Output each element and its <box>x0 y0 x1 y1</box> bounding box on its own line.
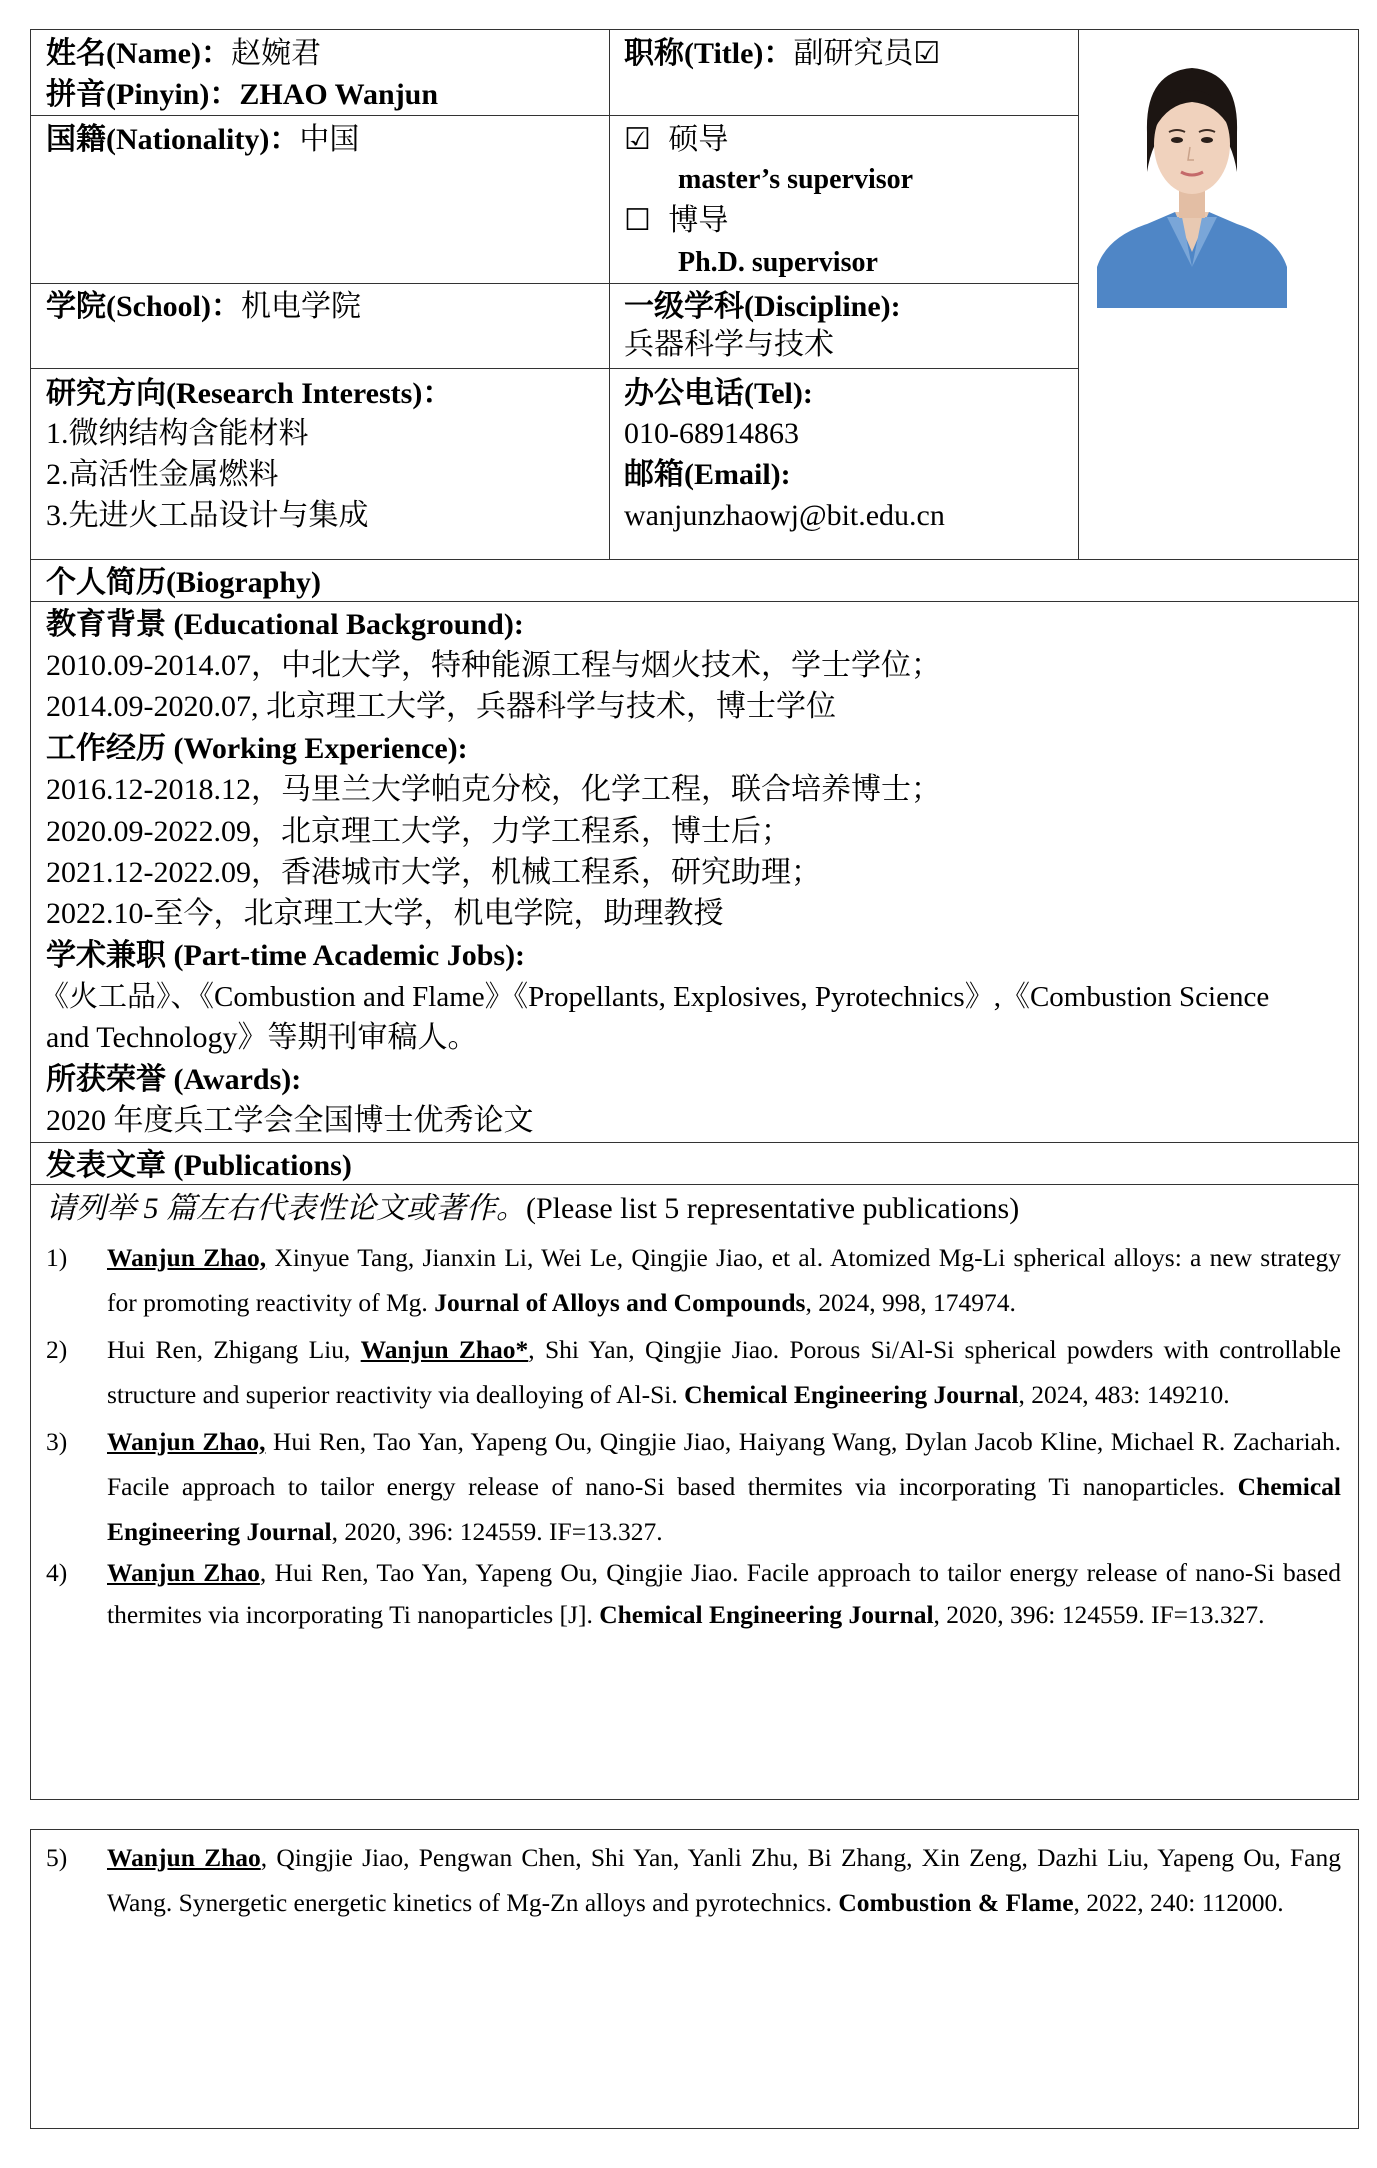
publication-author-highlight: Wanjun Zhao, <box>107 1243 267 1272</box>
nationality-line <box>46 120 359 160</box>
publication-details: , 2024, 483: 149210. <box>1018 1380 1230 1409</box>
divider <box>30 368 1078 369</box>
publication-journal: Chemical Engineering Journal <box>599 1600 934 1629</box>
publication-body: Hui Ren, Tao Yan, Yapeng Ou, Qingjie Jiao, Haiyang Wang, Dylan Jacob Kline, Michael R. Zachariah. Facile approach to tailor energy release of nano-Si based thermites via incorporating Ti nanoparticles. <box>107 1427 1341 1501</box>
publication-journal: Combustion & Flame <box>838 1888 1074 1917</box>
publication-journal: Chemical Engineering Journal <box>684 1380 1019 1409</box>
publication-journal: Chemical Engineering Journal <box>107 1472 1341 1546</box>
education-heading: 教育背景 (Educational Background): <box>46 608 524 641</box>
work-heading: 工作经历 (Working Experience): <box>46 732 468 765</box>
publications-heading: 发表文章 (Publications) <box>46 1149 352 1182</box>
nationality-value: 中国 <box>299 123 360 156</box>
divider <box>30 559 1359 560</box>
publications-intro-cn: 请列举 5 篇左右代表性论文或著作。 <box>46 1192 526 1225</box>
work-item: 2022.10-至今，北京理工大学，机电学院，助理教授 <box>46 897 724 930</box>
divider <box>30 115 1078 116</box>
biography-heading: 个人简历(Biography) <box>46 566 322 599</box>
portrait-icon <box>1097 52 1287 308</box>
discipline-value: 兵器科学与技术 <box>624 328 834 361</box>
publication-body: , Hui Ren, Tao Yan, Yapeng Ou, Qingjie Jiao. Facile approach to tailor energy release of nano-Si based thermites via incorporating Ti nanoparticles [J]. <box>107 1558 1341 1629</box>
portrait-photo <box>1097 52 1287 308</box>
publication-list-continued <box>46 1835 1341 1925</box>
publication-details: , 2020, 396: 124559. IF=13.327. <box>933 1600 1265 1629</box>
work-item: 2020.09-2022.09，北京理工大学，力学工程系，博士后； <box>46 815 791 848</box>
tel-label: 办公电话(Tel): <box>624 377 813 410</box>
parttime-line: and Technology》等期刊审稿人。 <box>46 1021 478 1054</box>
publication-body: , Qingjie Jiao, Pengwan Chen, Shi Yan, Yanli Zhu, Bi Zhang, Xin Zeng, Dazhi Liu, Yapeng Ou, Fang Wang. Synergetic energetic kinetics of Mg-Zn alloys and pyrotechnics. <box>107 1843 1341 1917</box>
pinyin-label: 拼音(Pinyin)： <box>46 78 240 111</box>
phd-line <box>624 201 728 241</box>
title-line <box>624 34 940 74</box>
publication-author-highlight: Wanjun Zhao <box>107 1843 261 1872</box>
publication-item <box>46 1835 1341 1925</box>
masters-label-cn: 硕导 <box>668 123 729 156</box>
name-label: 姓名(Name)： <box>46 37 231 70</box>
publication-list <box>46 1235 1341 1636</box>
research-label: 研究方向(Research Interests)： <box>46 377 453 410</box>
tel-value: 010-68914863 <box>624 417 799 450</box>
education-item: 2010.09-2014.07，中北大学，特种能源工程与烟火技术，学士学位； <box>46 649 941 682</box>
publication-body: Xinyue Tang, Jianxin Li, Wei Le, Qingjie Jiao, et al. Atomized Mg-Li spherical alloys: a new strategy for promoting reactivity of Mg. <box>107 1243 1342 1317</box>
work-item: 2016.12-2018.12，马里兰大学帕克分校，化学工程，联合培养博士； <box>46 773 941 806</box>
school-line <box>46 287 361 327</box>
awards-item: 2020 年度兵工学会全国博士优秀论文 <box>46 1104 534 1137</box>
publication-authors-pre: Hui Ren, Zhigang Liu, <box>107 1335 361 1364</box>
research-item: 3.先进火工品设计与集成 <box>46 499 369 532</box>
phd-label-en: Ph.D. supervisor <box>678 247 878 278</box>
pinyin-value: ZHAO Wanjun <box>239 78 439 111</box>
school-label: 学院(School)： <box>46 290 241 323</box>
publication-details: , 2020, 396: 124559. IF=13.327. <box>331 1517 663 1546</box>
research-item: 1.微纳结构含能材料 <box>46 417 309 450</box>
publication-details: , 2024, 998, 174974. <box>805 1288 1016 1317</box>
publication-item <box>46 1419 1341 1554</box>
divider <box>1078 29 1079 559</box>
masters-line <box>624 120 728 160</box>
publication-journal: Journal of Alloys and Compounds <box>434 1288 806 1317</box>
name-value: 赵婉君 <box>230 37 321 70</box>
work-item: 2021.12-2022.09，香港城市大学，机械工程系，研究助理； <box>46 856 821 889</box>
name-line <box>46 34 321 74</box>
discipline-label: 一级学科(Discipline): <box>624 290 901 323</box>
publications-intro <box>46 1189 1019 1229</box>
publication-body: , Shi Yan, Qingjie Jiao. Porous Si/Al-Si spherical powders with controllable structure and superior reactivity via dealloying of Al-Si. <box>107 1335 1341 1409</box>
pinyin-line <box>46 75 438 115</box>
education-item: 2014.09-2020.07, 北京理工大学，兵器科学与技术，博士学位 <box>46 690 836 723</box>
divider <box>30 1142 1359 1143</box>
phd-label-cn: 博导 <box>668 204 729 237</box>
title-label: 职称(Title)： <box>624 37 794 70</box>
publication-author-highlight: Wanjun Zhao <box>107 1558 260 1587</box>
publication-author-highlight: Wanjun Zhao* <box>360 1335 529 1364</box>
title-value: 副研究员☑ <box>793 37 941 70</box>
nationality-label: 国籍(Nationality)： <box>46 123 300 156</box>
parttime-heading: 学术兼职 (Part-time Academic Jobs): <box>46 939 526 972</box>
parttime-line: 《火工品》、《Combustion and Flame》《Propellants, Explosives, Pyrotechnics》,《Combustion Science <box>40 981 1270 1013</box>
publication-number: 1) <box>46 1243 68 1272</box>
publication-number: 2) <box>46 1335 68 1364</box>
divider <box>609 29 610 559</box>
awards-heading: 所获荣誉 (Awards): <box>46 1063 302 1096</box>
masters-label-en: master’s supervisor <box>678 164 914 195</box>
publication-item <box>46 1327 1341 1417</box>
masters-checkbox[interactable]: ☑ <box>624 123 651 156</box>
divider <box>30 283 1078 284</box>
publication-item <box>46 1235 1341 1325</box>
email-value[interactable]: wanjunzhaowj@bit.edu.cn <box>624 499 945 532</box>
school-value: 机电学院 <box>241 290 361 323</box>
email-label: 邮箱(Email): <box>624 458 791 491</box>
research-item: 2.高活性金属燃料 <box>46 458 279 491</box>
phd-checkbox[interactable]: ☐ <box>624 204 651 237</box>
publication-item <box>46 1552 1341 1636</box>
publication-number: 3) <box>46 1427 68 1456</box>
publication-author-highlight: Wanjun Zhao, <box>107 1427 266 1456</box>
publication-number: 5) <box>46 1843 68 1872</box>
publication-number: 4) <box>46 1558 68 1587</box>
publications-intro-en: (Please list 5 representative publications) <box>526 1192 1020 1225</box>
publication-details: , 2022, 240: 112000. <box>1073 1888 1284 1917</box>
